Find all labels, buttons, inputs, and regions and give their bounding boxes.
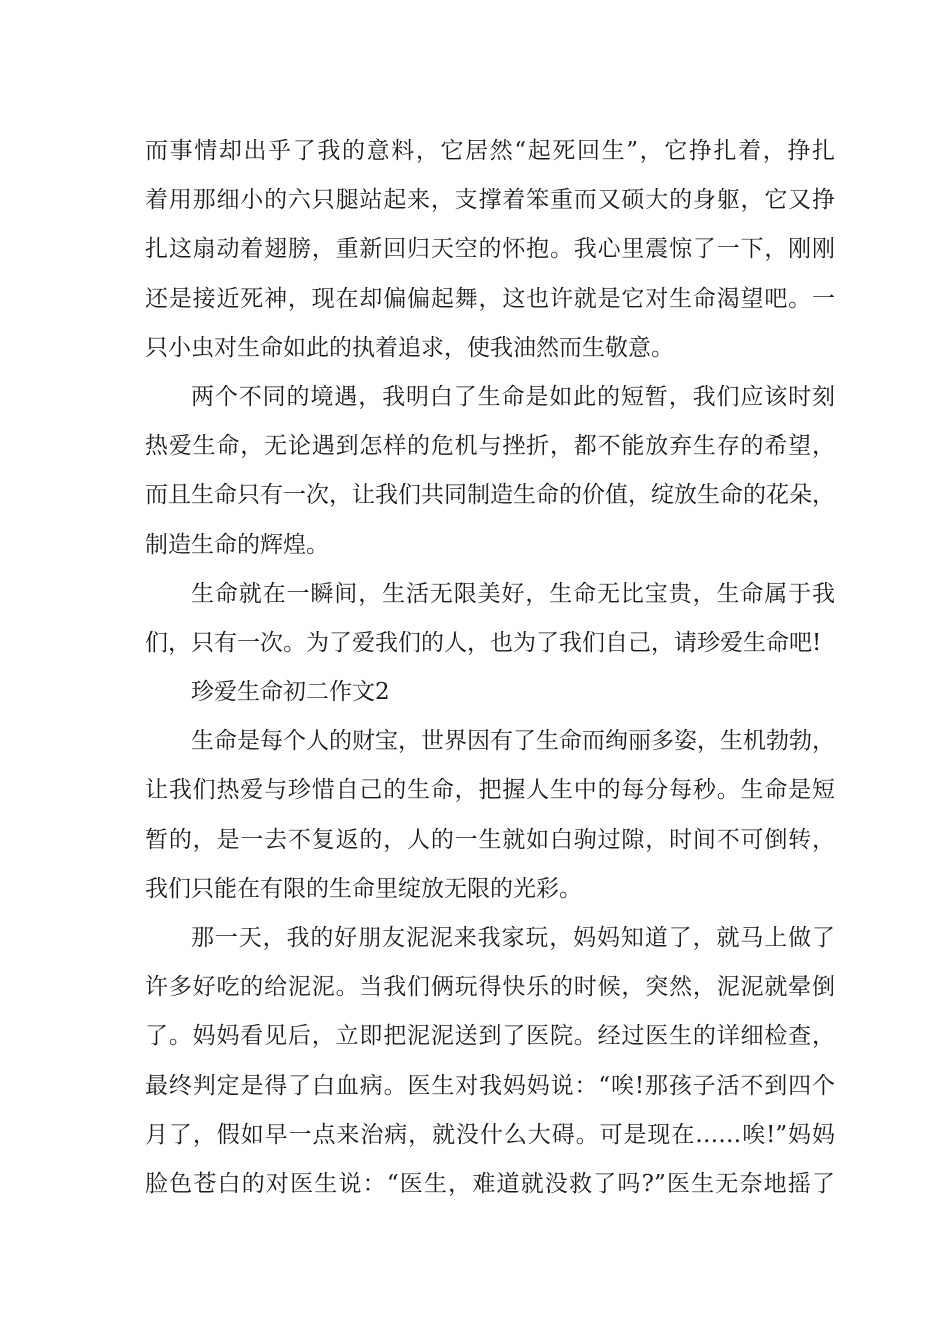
paragraph-line: 生命是每个人的财宝，世界因有了生命而绚丽多姿，生机勃勃，	[191, 728, 835, 755]
paragraph-line: 那一天，我的好朋友泥泥来我家玩，妈妈知道了，就马上做了	[191, 925, 835, 951]
paragraph-line: 月了，假如早一点来治病，就没什么大碍。可是现在……唉!”妈妈	[145, 1121, 835, 1148]
paragraph-line: 许多好吃的给泥泥。当我们俩玩得快乐的时候，突然，泥泥就晕倒	[145, 974, 835, 1001]
paragraph-line: 扎这扇动着翅膀，重新回归天空的怀抱。我心里震惊了一下，刚刚	[145, 236, 835, 263]
paragraph-line: 着用那细小的六只腿站起来，支撑着笨重而又硕大的身躯，它又挣	[145, 187, 835, 214]
paragraph-line: 最终判定是得了白血病。医生对我妈妈说：“唉!那孩子活不到四个	[145, 1072, 835, 1099]
paragraph-line: 两个不同的境遇，我明白了生命是如此的短暂，我们应该时刻	[191, 383, 835, 410]
paragraph-line: 珍爱生命初二作文2	[191, 679, 390, 706]
paragraph-line: 暂的，是一去不复返的，人的一生就如白驹过隙，时间不可倒转，	[145, 826, 835, 853]
paragraph-line: 了。妈妈看见后，立即把泥泥送到了医院。经过医生的详细检查，	[145, 1023, 835, 1050]
paragraph-line: 而事情却出乎了我的意料，它居然“起死回生”，它挣扎着，挣扎	[145, 138, 835, 164]
paragraph-line: 还是接近死神，现在却偏偏起舞，这也许就是它对生命渴望吧。一	[145, 285, 835, 312]
body-text	[145, 127, 835, 1209]
paragraph-line: 而且生命只有一次，让我们共同制造生命的价值，绽放生命的花朵，	[145, 482, 835, 509]
paragraph-line: 制造生命的辉煌。	[145, 531, 329, 558]
paragraph-line: 脸色苍白的对医生说：“医生，难道就没救了吗?”医生无奈地摇了	[145, 1170, 835, 1197]
paragraph-line: 我们只能在有限的生命里绽放无限的光彩。	[145, 875, 582, 902]
paragraph-line: 热爱生命，无论遇到怎样的危机与挫折，都不能放弃生存的希望，	[145, 433, 835, 460]
paragraph-line: 让我们热爱与珍惜自己的生命，把握人生中的每分每秒。生命是短	[145, 777, 835, 804]
paragraph-line: 只小虫对生命如此的执着追求，使我油然而生敬意。	[145, 334, 674, 361]
paragraph-line: 生命就在一瞬间，生活无限美好，生命无比宝贵，生命属于我	[191, 580, 835, 607]
paragraph-line: 们，只有一次。为了爱我们的人，也为了我们自己，请珍爱生命吧!	[145, 629, 822, 656]
